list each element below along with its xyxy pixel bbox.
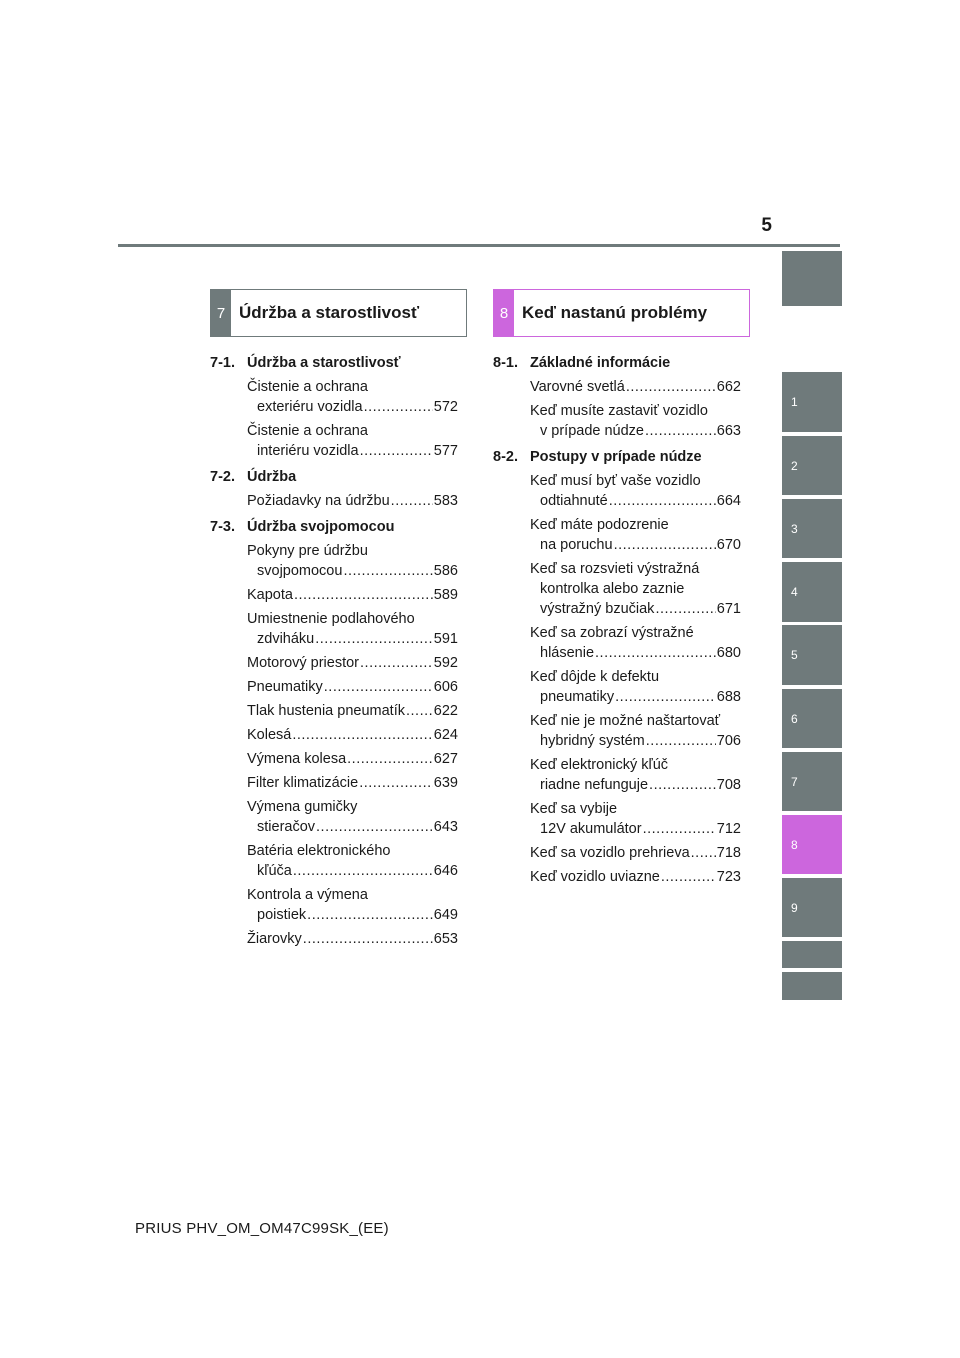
subsection-number: 7-1. (210, 355, 235, 371)
toc-entry[interactable] (493, 867, 741, 887)
dot-leader (343, 561, 432, 581)
chapter-tab-4[interactable] (782, 562, 842, 622)
toc-entry-text: odtiahnuté (540, 493, 608, 509)
section-8-number: 8 (494, 290, 514, 336)
toc-page-number: 639 (433, 775, 458, 791)
toc-entry[interactable] (210, 725, 458, 745)
toc-entry-text: kontrolka alebo zaznie (540, 581, 685, 597)
toc-entry-text: riadne nefunguje (540, 777, 649, 793)
toc-page-number: 663 (716, 423, 741, 439)
subsection-number: 8-2. (493, 449, 518, 465)
dot-leader (347, 749, 433, 769)
toc-entry-text: Keď musí byť vaše vozidlo (530, 473, 701, 489)
toc-entry-text: pneumatiky (540, 689, 615, 705)
toc-entry[interactable] (210, 929, 458, 949)
dot-leader (360, 653, 433, 673)
toc-page-number: 670 (716, 537, 741, 553)
toc-page-number: 627 (433, 751, 458, 767)
toc-page-number: 583 (433, 493, 458, 509)
toc-entry[interactable] (210, 541, 458, 581)
toc-entry-text: interiéru vozidla (257, 443, 359, 459)
toc-entry-text: výstražný bzučiak (540, 601, 655, 617)
toc-page-number: 662 (716, 379, 741, 395)
toc-entry[interactable] (210, 491, 458, 511)
chapter-tab-10[interactable] (782, 941, 842, 968)
chapter-tab-9[interactable] (782, 878, 842, 937)
toc-entry[interactable] (493, 401, 741, 441)
toc-page-number: 624 (433, 727, 458, 743)
toc-entry-text: zdviháku (257, 631, 315, 647)
toc-page-number: 577 (433, 443, 458, 459)
toc-entry[interactable] (493, 471, 741, 511)
subsection-heading[interactable] (210, 467, 458, 487)
toc-page-number: 591 (433, 631, 458, 647)
toc-entry-text: kľúča (257, 863, 292, 879)
section-8-title: Keď nastanú problémy (522, 303, 708, 322)
section-7-header[interactable] (210, 289, 467, 337)
toc-entry-text: Čistenie a ochrana (247, 423, 368, 439)
toc-entry[interactable] (210, 773, 458, 793)
toc-entry[interactable] (493, 559, 741, 619)
dot-leader (406, 701, 433, 721)
toc-entry-text: v prípade núdze (540, 423, 644, 439)
document-code: PRIUS PHV_OM_OM47C99SK_(EE) (135, 1220, 389, 1237)
toc-entry[interactable] (493, 755, 741, 795)
toc-entry[interactable] (210, 677, 458, 697)
chapter-tab-label: 7 (791, 774, 798, 789)
subsection-heading[interactable] (210, 517, 458, 537)
subsection-title: Údržba svojpomocou (247, 519, 395, 535)
subsection-number: 7-3. (210, 519, 235, 535)
chapter-tab-3[interactable] (782, 499, 842, 558)
toc-entry[interactable] (210, 797, 458, 837)
toc-entry-text: stieračov (257, 819, 316, 835)
toc-entry-text: Požiadavky na údržbu (247, 493, 390, 509)
dot-leader (655, 599, 715, 619)
toc-entry[interactable] (210, 609, 458, 649)
subsection-title: Údržba (247, 469, 297, 485)
chapter-tab-0[interactable] (782, 251, 842, 306)
dot-leader (614, 535, 716, 555)
toc-entry-text: Kolesá (247, 727, 292, 743)
dot-leader (307, 905, 433, 925)
toc-page-number: 646 (433, 863, 458, 879)
chapter-tab-label: 5 (791, 648, 798, 662)
toc-page-number: 589 (433, 587, 458, 603)
toc-entry-text: Keď nie je možné naštartovať (530, 713, 721, 729)
section-7-number: 7 (211, 290, 231, 336)
toc-page-number: 649 (433, 907, 458, 923)
toc-entry-text: Tlak hustenia pneumatík (247, 703, 405, 719)
toc-page-number: 718 (716, 845, 741, 861)
chapter-tab-label: 9 (791, 900, 798, 915)
chapter-tab-label: 3 (791, 521, 798, 536)
toc-entry-text: exteriéru vozidla (257, 399, 363, 415)
dot-leader (649, 775, 716, 795)
toc-entry-text: Výmena kolesa (247, 751, 347, 767)
toc-entry-text: Batéria elektronického (247, 843, 391, 859)
subsection-title: Základné informácie (530, 355, 671, 371)
toc-page-number: 622 (433, 703, 458, 719)
section-7-contents (210, 349, 458, 949)
toc-entry-text: Kontrola a výmena (247, 887, 368, 903)
toc-entry[interactable] (210, 841, 458, 881)
toc-page-number: 688 (716, 689, 741, 705)
dot-leader (391, 491, 433, 511)
dot-leader (645, 421, 716, 441)
page-number: 5 (761, 215, 772, 236)
chapter-tab-1[interactable] (782, 372, 842, 432)
toc-entry[interactable] (493, 799, 741, 839)
toc-entry-text: Motorový priestor (247, 655, 360, 671)
section-7-title: Údržba a starostlivosť (239, 303, 420, 322)
toc-entry-text: Keď sa vybije (530, 801, 618, 817)
toc-entry-text: Čistenie a ochrana (247, 379, 368, 395)
toc-entry[interactable] (493, 667, 741, 707)
toc-entry-text: 12V akumulátor (540, 821, 642, 837)
header-rule (118, 244, 840, 247)
toc-page-number: 572 (433, 399, 458, 415)
dot-leader (626, 377, 716, 397)
toc-entry[interactable] (210, 585, 458, 605)
toc-page-number: 653 (433, 931, 458, 947)
toc-entry-text: Varovné svetlá (530, 379, 625, 395)
dot-leader (359, 773, 433, 793)
section-8-header[interactable] (493, 289, 750, 337)
toc-entry-text: Keď musíte zastaviť vozidlo (530, 403, 708, 419)
toc-page-number: 643 (433, 819, 458, 835)
chapter-tab-11[interactable] (782, 972, 842, 1000)
chapter-tab-5[interactable] (782, 625, 842, 685)
section-8-contents (493, 349, 741, 887)
subsection-title: Údržba a starostlivosť (247, 355, 401, 371)
dot-leader (691, 843, 716, 863)
toc-entry[interactable] (210, 749, 458, 769)
dot-leader (315, 629, 433, 649)
chapter-tab-label: 4 (791, 585, 798, 599)
toc-page-number: 586 (433, 563, 458, 579)
chapter-tab-label: 2 (791, 458, 798, 473)
toc-entry-text: Keď sa vozidlo prehrieva (530, 845, 690, 861)
dot-leader (643, 819, 716, 839)
chapter-tab-8[interactable] (782, 815, 842, 874)
dot-leader (316, 817, 433, 837)
toc-entry[interactable] (210, 885, 458, 925)
toc-entry[interactable] (210, 701, 458, 721)
toc-entry-text: Pneumatiky (247, 679, 323, 695)
toc-page-number: 706 (716, 733, 741, 749)
subsection-heading[interactable] (210, 353, 458, 373)
toc-page-number: 606 (433, 679, 458, 695)
toc-entry-text: Výmena gumičky (247, 799, 358, 815)
toc-page-number: 680 (716, 645, 741, 661)
subsection-heading[interactable] (493, 447, 741, 467)
chapter-tab-label: 8 (791, 837, 798, 852)
dot-leader (293, 861, 433, 881)
chapter-tab-label: 6 (791, 711, 798, 726)
toc-entry-text: Keď vozidlo uviazne (530, 869, 660, 885)
toc-entry[interactable] (493, 623, 741, 663)
subsection-number: 7-2. (210, 469, 235, 485)
toc-page-number: 708 (716, 777, 741, 793)
dot-leader (364, 397, 433, 417)
dot-leader (303, 929, 433, 949)
toc-page-number: 664 (716, 493, 741, 509)
subsection-title: Postupy v prípade núdze (530, 449, 702, 465)
toc-entry-text: Keď máte podozrenie (530, 517, 669, 533)
toc-page-number: 592 (433, 655, 458, 671)
dot-leader (609, 491, 716, 511)
toc-entry-text: Keď sa zobrazí výstražné (530, 625, 694, 641)
subsection-heading[interactable] (493, 353, 741, 373)
toc-entry-text: svojpomocou (257, 563, 343, 579)
toc-entry[interactable] (210, 421, 458, 461)
toc-entry[interactable] (210, 653, 458, 673)
toc-entry[interactable] (493, 515, 741, 555)
dot-leader (661, 867, 716, 887)
toc-entry[interactable] (493, 711, 741, 751)
chapter-tab-2[interactable] (782, 436, 842, 495)
toc-page-number: 671 (716, 601, 741, 617)
toc-page-number: 723 (716, 869, 741, 885)
toc-entry-text: na poruchu (540, 537, 613, 553)
dot-leader (595, 643, 716, 663)
toc-entry-text: hlásenie (540, 645, 595, 661)
dot-leader (294, 585, 433, 605)
toc-entry[interactable] (493, 843, 741, 863)
toc-entry[interactable] (493, 377, 741, 397)
subsection-number: 8-1. (493, 355, 518, 371)
toc-entry-text: poistiek (257, 907, 307, 923)
chapter-tab-6[interactable] (782, 689, 842, 748)
toc-entry-text: hybridný systém (540, 733, 645, 749)
dot-leader (292, 725, 432, 745)
dot-leader (615, 687, 716, 707)
dot-leader (324, 677, 433, 697)
toc-entry-text: Filter klimatizácie (247, 775, 359, 791)
toc-entry-text: Keď elektronický kľúč (530, 757, 669, 773)
toc-entry-text: Keď sa rozsvieti výstražná (530, 561, 700, 577)
toc-entry-text: Kapota (247, 587, 293, 603)
toc-entry-text: Umiestnenie podlahového (247, 611, 415, 627)
toc-entry[interactable] (210, 377, 458, 417)
dot-leader (360, 441, 433, 461)
chapter-tab-label: 1 (791, 395, 798, 409)
toc-entry-text: Pokyny pre údržbu (247, 543, 368, 559)
toc-entry-text: Žiarovky (247, 931, 302, 947)
toc-page-number: 712 (716, 821, 741, 837)
toc-entry-text: Keď dôjde k defektu (530, 669, 660, 685)
chapter-tab-7[interactable] (782, 752, 842, 811)
dot-leader (646, 731, 716, 751)
